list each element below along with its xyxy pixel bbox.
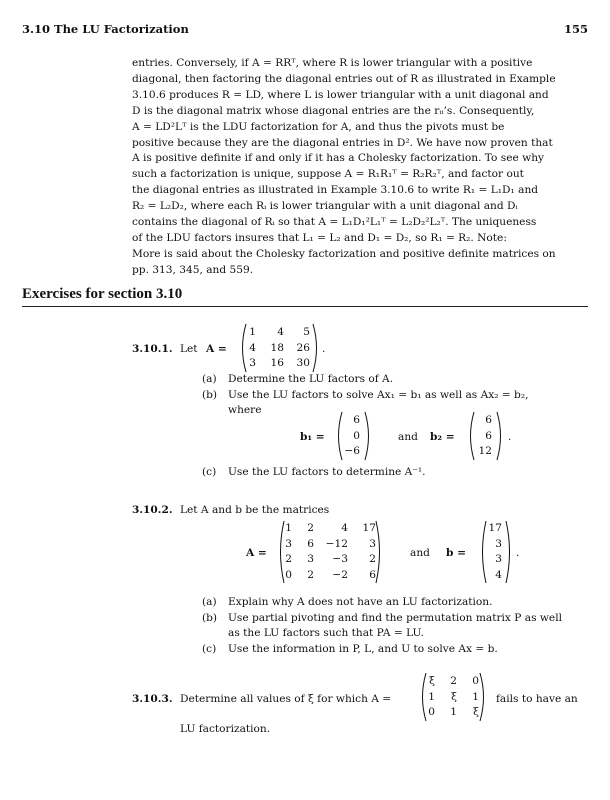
part-label: (c) xyxy=(202,466,217,478)
matrix-entry: 2 xyxy=(369,553,376,565)
matrix-entry: 2 xyxy=(285,553,292,565)
right-paren xyxy=(504,520,514,584)
matrix-entry: 26 xyxy=(296,341,310,354)
matrix-entry: 3 xyxy=(307,553,314,565)
page-number: 155 xyxy=(563,22,588,36)
matrix-entry: 1 xyxy=(249,326,256,338)
vector-entry: 12 xyxy=(478,445,492,457)
matrix-entry: 4 xyxy=(249,341,256,354)
right-paren xyxy=(478,672,488,722)
part-text: as the LU factors such that PA = LU. xyxy=(228,627,424,639)
vector-b xyxy=(486,521,502,583)
exercise-text: Let A and b be the matrices xyxy=(180,504,330,516)
matrix-entry: 3 xyxy=(285,537,292,550)
matrix-entry: 1 xyxy=(428,690,435,703)
part-text: Use the information in P, L, and U to solve Ax = b. xyxy=(228,643,498,655)
intro-line: R₂ = L₂D₂, where each Rᵢ is lower triangular with a unit diagonal and Dᵢ xyxy=(132,200,518,213)
vector-label: b₁ = xyxy=(300,431,325,443)
intro-line: diagonal, then factoring the diagonal entries out of R as illustrated in Example xyxy=(132,72,556,85)
matrix-A xyxy=(246,325,310,372)
intro-line: the diagonal entries as illustrated in Example 3.10.6 to write R₁ = L₁D₁ and xyxy=(132,184,539,197)
punctuation: . xyxy=(322,343,326,355)
matrix-entry: 16 xyxy=(270,357,284,369)
conjunction: and xyxy=(398,431,418,443)
vector-entry: 3 xyxy=(495,537,502,550)
punctuation: . xyxy=(508,431,512,443)
part-text: where xyxy=(228,404,262,416)
exercise-text: Determine all values of ξ for which A = xyxy=(180,693,392,705)
part-label: (a) xyxy=(202,373,217,385)
matrix-entry: −3 xyxy=(332,553,348,565)
vector-b1 xyxy=(342,413,360,460)
part-text: Use the LU factors to solve Ax₁ = b₁ as well as Ax₂ = b₂, xyxy=(228,389,529,401)
matrix-entry: −12 xyxy=(325,537,348,550)
section-rule xyxy=(22,306,588,307)
vector-entry: 6 xyxy=(353,414,360,426)
matrix-entry: 3 xyxy=(369,537,376,550)
part-label: (a) xyxy=(202,596,217,608)
exercise-text: Let xyxy=(180,343,198,355)
matrix-entry: 18 xyxy=(270,341,284,354)
running-head xyxy=(22,22,588,38)
matrix-A xyxy=(282,521,376,583)
vector-label: b₂ = xyxy=(430,431,455,443)
matrix-entry: 1 xyxy=(450,706,457,718)
part-text: Determine the LU factors of A. xyxy=(228,373,394,385)
intro-paragraph xyxy=(132,56,588,279)
part-label: (b) xyxy=(202,612,218,624)
matrix-entry: 1 xyxy=(472,690,479,703)
matrix-label: A = xyxy=(246,547,267,559)
right-paren xyxy=(311,323,321,373)
intro-line: entries. Conversely, if A = RRᵀ, where R is lower triangular with a positive xyxy=(132,57,533,69)
right-paren xyxy=(495,411,505,461)
matrix-entry: ξ xyxy=(473,706,479,718)
matrix-entry: 30 xyxy=(296,357,310,369)
matrix-A xyxy=(427,674,479,721)
part-label: (b) xyxy=(202,389,218,401)
intro-line: 3.10.6 produces R = LD, where L is lower triangular with a unit diagonal and xyxy=(132,88,549,101)
matrix-label: A = xyxy=(206,343,227,355)
intro-line: D is the diagonal matrix whose diagonal entries are the rᵢᵢ’s. Consequently, xyxy=(132,104,535,117)
matrix-entry: 2 xyxy=(450,675,457,687)
part-text: Use partial pivoting and find the permutation matrix P as well xyxy=(228,612,562,624)
matrix-entry: 3 xyxy=(249,357,256,369)
matrix-entry: 1 xyxy=(285,522,292,534)
vector-entry: 6 xyxy=(485,414,492,426)
matrix-entry: 0 xyxy=(285,568,292,581)
vector-entry: 3 xyxy=(495,553,502,565)
matrix-entry: −2 xyxy=(332,568,348,581)
part-text: Use the LU factors to determine A⁻¹. xyxy=(228,466,426,478)
intro-line: A is positive definite if and only if it has a Cholesky factorization. To see why xyxy=(132,152,545,165)
conjunction: and xyxy=(410,547,430,559)
punctuation: . xyxy=(516,547,520,559)
exercise-number: 3.10.2. xyxy=(132,504,173,516)
vector-entry: 17 xyxy=(488,522,502,534)
part-label: (c) xyxy=(202,643,217,655)
matrix-entry: 0 xyxy=(428,706,435,718)
intro-line: pp. 313, 345, and 559. xyxy=(132,263,254,276)
vector-entry: −6 xyxy=(344,445,360,457)
matrix-entry: 2 xyxy=(307,568,314,581)
intro-line: More is said about the Cholesky factorization and positive definite matrices on xyxy=(132,247,556,260)
exercise-text: fails to have an xyxy=(496,693,578,705)
vector-entry: 6 xyxy=(485,429,492,442)
matrix-entry: 6 xyxy=(307,537,314,550)
vector-entry: 4 xyxy=(495,568,502,581)
matrix-entry: ξ xyxy=(451,690,457,703)
intro-line: positive because they are the diagonal entries in D². We have now proven that xyxy=(132,136,553,149)
exercise-text: LU factorization. xyxy=(180,723,271,735)
vector-entry: 0 xyxy=(353,429,360,442)
matrix-entry: 17 xyxy=(362,522,376,534)
exercise-number: 3.10.3. xyxy=(132,693,173,705)
matrix-entry: 4 xyxy=(341,522,348,534)
matrix-entry: ξ xyxy=(429,675,435,687)
right-paren xyxy=(363,411,373,461)
intro-line: such a factorization is unique, suppose A = R₁R₁ᵀ = R₂R₂ᵀ, and factor out xyxy=(132,168,524,181)
intro-line: A = LD²Lᵀ is the LDU factorization for A, and thus the pivots must be xyxy=(132,120,505,133)
matrix-entry: 2 xyxy=(307,522,314,534)
matrix-entry: 0 xyxy=(472,675,479,687)
vector-label: b = xyxy=(446,547,466,559)
chapter-title: 3.10 The LU Factorization xyxy=(22,22,189,36)
intro-line: contains the diagonal of Rᵢ so that A = L₁D₁²L₁ᵀ = L₂D₂²L₂ᵀ. The uniqueness xyxy=(132,216,537,229)
section-title: Exercises for section 3.10 xyxy=(22,286,183,302)
right-paren xyxy=(374,520,384,584)
matrix-entry: 6 xyxy=(369,568,376,581)
vector-b2 xyxy=(474,413,492,460)
matrix-entry: 4 xyxy=(277,326,284,338)
intro-line: of the LDU factors insures that L₁ = L₂ and D₁ = D₂, so R₁ = R₂. Note: xyxy=(132,231,507,244)
matrix-entry: 5 xyxy=(303,326,310,338)
exercise-number: 3.10.1. xyxy=(132,343,173,355)
part-text: Explain why A does not have an LU factorization. xyxy=(228,596,493,608)
